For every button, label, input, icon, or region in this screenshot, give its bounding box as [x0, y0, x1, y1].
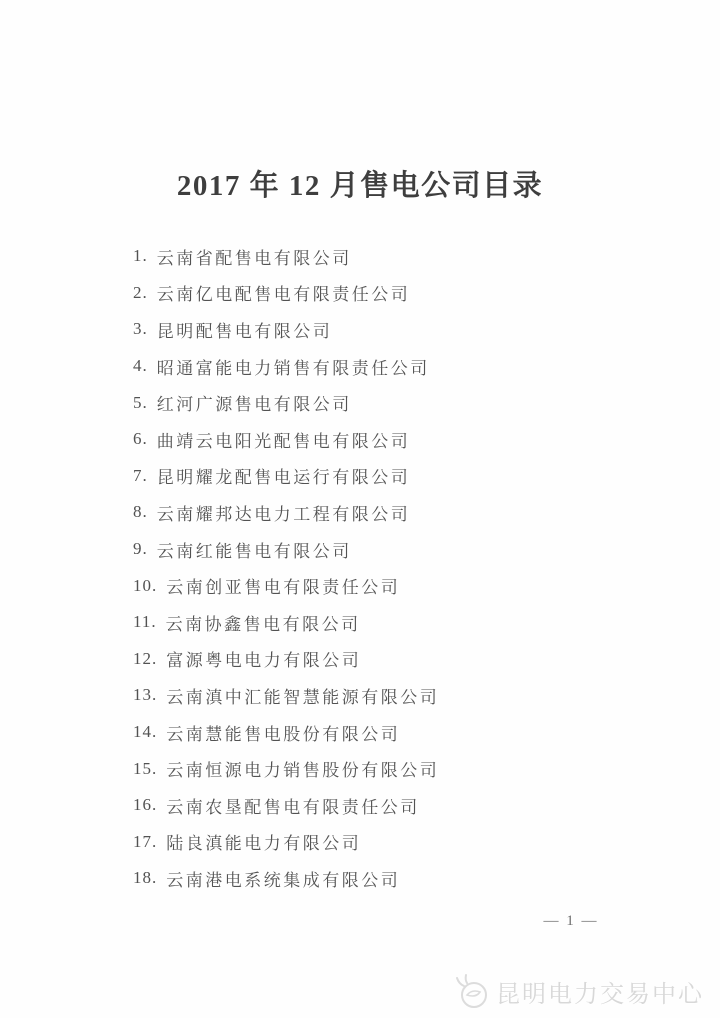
item-number: 5.: [133, 392, 148, 412]
item-number: 1.: [133, 246, 148, 266]
list-item: [133, 677, 613, 714]
company-name: 昭通富能电力销售有限责任公司: [156, 358, 430, 378]
company-name: 云南协鑫售电有限公司: [165, 614, 361, 634]
company-name: 曲靖云电阳光配售电有限公司: [156, 431, 411, 451]
item-number: 13.: [133, 685, 158, 705]
list-item: [133, 604, 613, 641]
company-list: [133, 238, 613, 897]
company-name: 云南亿电配售电有限责任公司: [156, 285, 411, 305]
company-name: 云南省配售电有限公司: [156, 248, 352, 268]
brand-name: 昆明电力交易中心: [496, 980, 704, 1008]
item-number: 2.: [133, 282, 148, 302]
company-name: 昆明配售电有限公司: [156, 321, 333, 341]
company-name: 云南红能售电有限公司: [156, 541, 352, 561]
list-item: [133, 458, 613, 495]
company-name: 云南农垦配售电有限责任公司: [166, 797, 420, 817]
item-number: 8.: [133, 502, 148, 522]
document-title: 2017 年 12 月售电公司目录: [176, 170, 544, 202]
item-number: 10.: [133, 575, 158, 595]
list-item: [133, 275, 613, 312]
list-item: [133, 750, 613, 787]
list-item: [133, 311, 613, 348]
item-number: 17.: [133, 831, 158, 851]
item-number: 11.: [133, 612, 157, 632]
company-name: 云南恒源电力销售股份有限公司: [166, 761, 440, 781]
item-number: 3.: [133, 319, 148, 339]
item-number: 7.: [133, 465, 148, 485]
item-number: 6.: [133, 429, 148, 449]
kunming-power-exchange-logo-icon: [454, 972, 490, 1010]
footer-watermark: [454, 972, 704, 1010]
list-item: [133, 421, 613, 458]
company-name: 富源粤电电力有限公司: [166, 651, 362, 671]
list-item: [133, 641, 613, 678]
list-item: [133, 787, 613, 824]
list-item: [133, 714, 613, 751]
company-name: 陆良滇能电力有限公司: [166, 834, 362, 854]
list-item: [133, 824, 613, 861]
item-number: 16.: [133, 795, 158, 815]
list-item: [133, 567, 613, 604]
list-item: [133, 494, 613, 531]
item-number: 14.: [133, 722, 158, 742]
list-item: [133, 531, 613, 568]
company-name: 红河广源售电有限公司: [156, 395, 352, 415]
item-number: 4.: [133, 356, 148, 376]
item-number: 15.: [133, 758, 158, 778]
company-name: 云南滇中汇能智慧能源有限公司: [166, 687, 440, 707]
company-name: 云南慧能售电股份有限公司: [166, 724, 401, 744]
item-number: 18.: [133, 868, 158, 888]
company-name: 昆明耀龙配售电运行有限公司: [156, 468, 411, 488]
item-number: 9.: [133, 539, 148, 559]
list-item: [133, 348, 613, 385]
item-number: 12.: [133, 648, 158, 668]
company-name: 云南耀邦达电力工程有限公司: [156, 504, 411, 524]
list-item: [133, 238, 613, 275]
list-item: [133, 860, 613, 897]
list-item: [133, 384, 613, 421]
company-name: 云南创亚售电有限责任公司: [166, 578, 401, 598]
company-name: 云南港电系统集成有限公司: [166, 870, 401, 890]
page-number: — 1 —: [543, 913, 599, 929]
